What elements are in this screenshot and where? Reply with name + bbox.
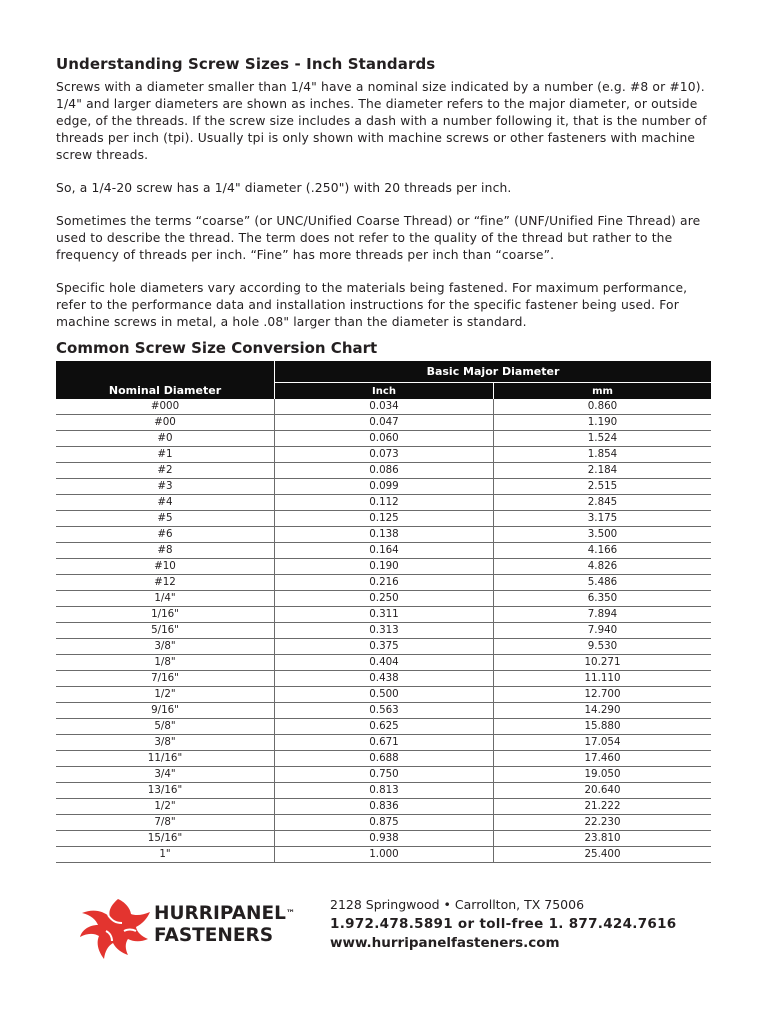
nominal-cell: #00 bbox=[56, 415, 275, 431]
table-row bbox=[56, 831, 711, 847]
inch-cell: 0.563 bbox=[275, 703, 494, 719]
table-row bbox=[56, 639, 711, 655]
inch-cell: 0.047 bbox=[275, 415, 494, 431]
table-row bbox=[56, 559, 711, 575]
table-row bbox=[56, 591, 711, 607]
inch-cell: 0.311 bbox=[275, 607, 494, 623]
nominal-cell: 1/2" bbox=[56, 687, 275, 703]
inch-cell: 0.138 bbox=[275, 527, 494, 543]
table-row bbox=[56, 847, 711, 863]
contact-info bbox=[330, 895, 676, 953]
table-row bbox=[56, 399, 711, 415]
nominal-cell: #000 bbox=[56, 399, 275, 415]
table-row bbox=[56, 783, 711, 799]
table-row bbox=[56, 463, 711, 479]
nominal-cell: 15/16" bbox=[56, 831, 275, 847]
nominal-cell: 5/8" bbox=[56, 719, 275, 735]
inch-cell: 0.938 bbox=[275, 831, 494, 847]
table-row bbox=[56, 655, 711, 671]
mm-cell: 3.500 bbox=[494, 527, 712, 543]
table-row bbox=[56, 447, 711, 463]
conversion-table bbox=[56, 361, 711, 863]
company-logo bbox=[78, 897, 308, 959]
nominal-cell: 1/16" bbox=[56, 607, 275, 623]
nominal-cell: #5 bbox=[56, 511, 275, 527]
intro-paragraph: Screws with a diameter smaller than 1/4" have a nominal size indicated by a number (e.g. #8 or #10). 1/4" and larger diameters are shown as inches. The diameter refers to the major diameter, or outside edge, of the threads. If the screw size includes a dash with a number following it, that is the number of threads per inch (tpi). Usually tpi is only shown with machine screws or other fasteners with machine screw threads. bbox=[56, 80, 707, 162]
mm-cell: 12.700 bbox=[494, 687, 712, 703]
table-row bbox=[56, 767, 711, 783]
hurricane-logo-icon bbox=[78, 897, 156, 961]
mm-cell: 2.515 bbox=[494, 479, 712, 495]
nominal-cell: 11/16" bbox=[56, 751, 275, 767]
table-row bbox=[56, 751, 711, 767]
mm-cell: 4.166 bbox=[494, 543, 712, 559]
example-paragraph: So, a 1/4-20 screw has a 1/4" diameter (.250") with 20 threads per inch. bbox=[56, 181, 512, 195]
mm-cell: 17.054 bbox=[494, 735, 712, 751]
inch-cell: 0.500 bbox=[275, 687, 494, 703]
nominal-cell: 7/16" bbox=[56, 671, 275, 687]
phone-number[interactable]: 1.972.478.5891 or toll-free 1. 877.424.7616 bbox=[330, 916, 677, 932]
nominal-cell: 13/16" bbox=[56, 783, 275, 799]
nominal-cell: #2 bbox=[56, 463, 275, 479]
inch-cell: 0.086 bbox=[275, 463, 494, 479]
inch-cell: 0.625 bbox=[275, 719, 494, 735]
table-row bbox=[56, 735, 711, 751]
nominal-cell: 3/8" bbox=[56, 735, 275, 751]
mm-cell: 22.230 bbox=[494, 815, 712, 831]
inch-cell: 0.875 bbox=[275, 815, 494, 831]
inch-cell: 0.313 bbox=[275, 623, 494, 639]
inch-cell: 0.671 bbox=[275, 735, 494, 751]
brand-line-2: FASTENERS bbox=[154, 925, 274, 946]
thread-terms-paragraph: Sometimes the terms “coarse” (or UNC/Unified Coarse Thread) or “fine” (UNF/Unified Fine Thread) are used to describe the thread. The term does not refer to the quality of the thread but rather to the frequency of threads per inch. “Fine” has more threads per inch than “coarse”. bbox=[56, 214, 701, 262]
mm-cell: 10.271 bbox=[494, 655, 712, 671]
chart-title: Common Screw Size Conversion Chart bbox=[56, 339, 378, 357]
nominal-cell: #12 bbox=[56, 575, 275, 591]
table-body bbox=[56, 399, 711, 863]
nominal-cell: #10 bbox=[56, 559, 275, 575]
trademark-symbol: ™ bbox=[285, 909, 295, 919]
footer bbox=[78, 893, 698, 963]
website-link[interactable]: www.hurripanelfasteners.com bbox=[330, 935, 560, 951]
mm-cell: 14.290 bbox=[494, 703, 712, 719]
table-row bbox=[56, 495, 711, 511]
table-row bbox=[56, 511, 711, 527]
nominal-cell: #1 bbox=[56, 447, 275, 463]
nominal-cell: #3 bbox=[56, 479, 275, 495]
brand-line-1: HURRIPANEL bbox=[154, 903, 286, 924]
nominal-cell: 1/8" bbox=[56, 655, 275, 671]
mm-cell: 1.524 bbox=[494, 431, 712, 447]
table-row bbox=[56, 815, 711, 831]
nominal-cell: #0 bbox=[56, 431, 275, 447]
mm-cell: 9.530 bbox=[494, 639, 712, 655]
mm-cell: 5.486 bbox=[494, 575, 712, 591]
table-row bbox=[56, 623, 711, 639]
table-row bbox=[56, 687, 711, 703]
mm-cell: 25.400 bbox=[494, 847, 712, 863]
nominal-cell: 3/8" bbox=[56, 639, 275, 655]
inch-cell: 0.216 bbox=[275, 575, 494, 591]
brand-name bbox=[154, 903, 295, 947]
mm-cell: 2.184 bbox=[494, 463, 712, 479]
table-row bbox=[56, 607, 711, 623]
table-row bbox=[56, 671, 711, 687]
table-row bbox=[56, 719, 711, 735]
nominal-cell: 3/4" bbox=[56, 767, 275, 783]
nominal-cell: #4 bbox=[56, 495, 275, 511]
nominal-cell: 1/4" bbox=[56, 591, 275, 607]
mm-cell: 17.460 bbox=[494, 751, 712, 767]
mm-cell: 3.175 bbox=[494, 511, 712, 527]
inch-cell: 0.688 bbox=[275, 751, 494, 767]
mm-cell: 23.810 bbox=[494, 831, 712, 847]
nominal-cell: 9/16" bbox=[56, 703, 275, 719]
inch-cell: 0.034 bbox=[275, 399, 494, 415]
inch-cell: 0.099 bbox=[275, 479, 494, 495]
inch-cell: 0.112 bbox=[275, 495, 494, 511]
nominal-cell: 5/16" bbox=[56, 623, 275, 639]
header-inch: Inch bbox=[275, 383, 494, 399]
inch-cell: 1.000 bbox=[275, 847, 494, 863]
table-row bbox=[56, 431, 711, 447]
mm-cell: 15.880 bbox=[494, 719, 712, 735]
table-row bbox=[56, 415, 711, 431]
nominal-cell: 1/2" bbox=[56, 799, 275, 815]
mm-cell: 1.854 bbox=[494, 447, 712, 463]
mm-cell: 6.350 bbox=[494, 591, 712, 607]
header-basic-major-diameter: Basic Major Diameter bbox=[275, 361, 712, 383]
table-row bbox=[56, 543, 711, 559]
inch-cell: 0.375 bbox=[275, 639, 494, 655]
table-row bbox=[56, 527, 711, 543]
table-row bbox=[56, 575, 711, 591]
mm-cell: 7.894 bbox=[494, 607, 712, 623]
mm-cell: 7.940 bbox=[494, 623, 712, 639]
page-title: Understanding Screw Sizes - Inch Standards bbox=[56, 55, 436, 73]
mm-cell: 4.826 bbox=[494, 559, 712, 575]
mm-cell: 0.860 bbox=[494, 399, 712, 415]
inch-cell: 0.250 bbox=[275, 591, 494, 607]
header-nominal-diameter: Nominal Diameter bbox=[56, 361, 275, 399]
inch-cell: 0.190 bbox=[275, 559, 494, 575]
mm-cell: 2.845 bbox=[494, 495, 712, 511]
nominal-cell: #8 bbox=[56, 543, 275, 559]
inch-cell: 0.060 bbox=[275, 431, 494, 447]
address: 2128 Springwood • Carrollton, TX 75006 bbox=[330, 897, 585, 912]
header-mm: mm bbox=[494, 383, 712, 399]
inch-cell: 0.813 bbox=[275, 783, 494, 799]
mm-cell: 11.110 bbox=[494, 671, 712, 687]
inch-cell: 0.836 bbox=[275, 799, 494, 815]
table-row bbox=[56, 703, 711, 719]
document bbox=[56, 55, 712, 863]
mm-cell: 19.050 bbox=[494, 767, 712, 783]
table-row bbox=[56, 479, 711, 495]
inch-cell: 0.750 bbox=[275, 767, 494, 783]
inch-cell: 0.404 bbox=[275, 655, 494, 671]
inch-cell: 0.164 bbox=[275, 543, 494, 559]
inch-cell: 0.125 bbox=[275, 511, 494, 527]
nominal-cell: 7/8" bbox=[56, 815, 275, 831]
table-row bbox=[56, 799, 711, 815]
inch-cell: 0.438 bbox=[275, 671, 494, 687]
mm-cell: 21.222 bbox=[494, 799, 712, 815]
mm-cell: 1.190 bbox=[494, 415, 712, 431]
inch-cell: 0.073 bbox=[275, 447, 494, 463]
hole-diameter-paragraph: Specific hole diameters vary according to the materials being fastened. For maximum performance, refer to the performance data and installation instructions for the specific fastener being used. For machine screws in metal, a hole .08" larger than the diameter is standard. bbox=[56, 281, 688, 329]
mm-cell: 20.640 bbox=[494, 783, 712, 799]
nominal-cell: #6 bbox=[56, 527, 275, 543]
nominal-cell: 1" bbox=[56, 847, 275, 863]
